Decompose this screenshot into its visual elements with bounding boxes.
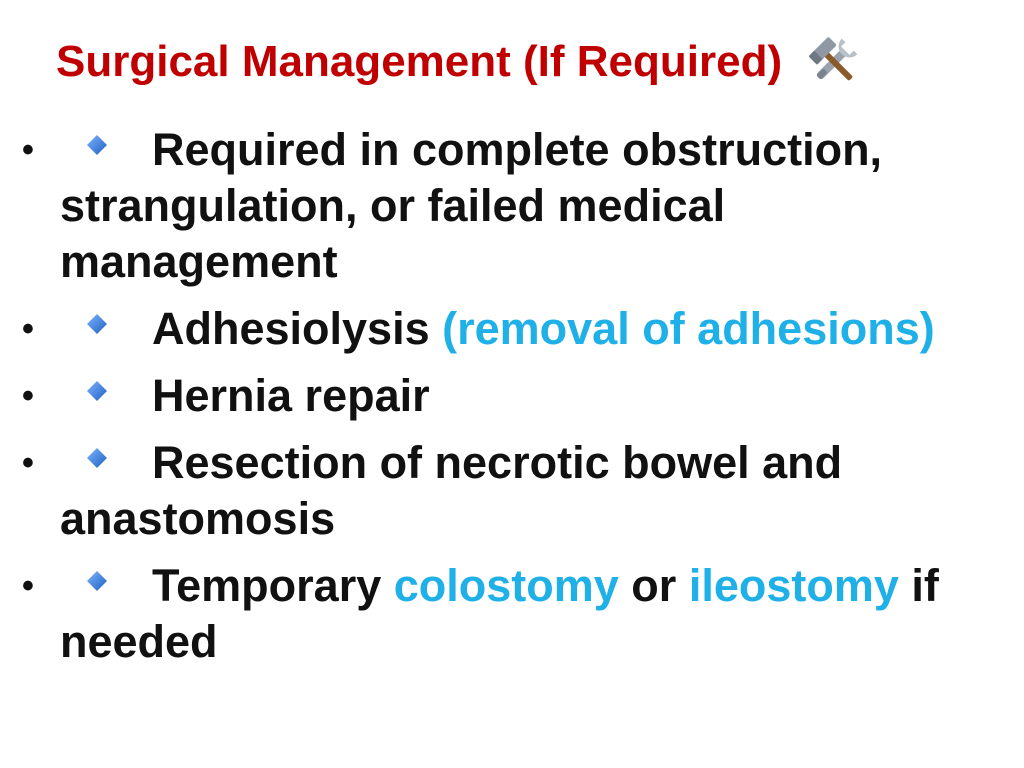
item-highlight-colostomy: colostomy xyxy=(393,560,619,611)
small-blue-diamond-icon xyxy=(86,447,108,469)
item-text-after: if needed xyxy=(60,560,939,667)
list-item xyxy=(0,558,1024,670)
item-text-middle: or xyxy=(618,560,689,611)
small-blue-diamond-icon xyxy=(86,380,108,402)
slide-title: Surgical Management (If Required) xyxy=(56,37,783,86)
bullet-dot: • xyxy=(22,310,34,348)
item-text: Required in complete obstruction, strangulation, or failed medical management xyxy=(60,124,883,287)
list-item xyxy=(0,301,1024,357)
bullet-dot: • xyxy=(22,567,34,605)
item-text: Adhesiolysis xyxy=(152,303,443,354)
bullet-list xyxy=(0,122,1024,681)
list-item xyxy=(0,368,1024,424)
list-item xyxy=(0,122,1024,290)
bullet-dot: • xyxy=(22,131,34,169)
item-highlight: (removal of adhesions) xyxy=(442,303,935,354)
bullet-dot: • xyxy=(22,377,34,415)
bullet-dot: • xyxy=(22,444,34,482)
item-text: Resection of necrotic bowel and anastomosis xyxy=(60,437,843,544)
small-blue-diamond-icon xyxy=(86,313,108,335)
list-item xyxy=(0,435,1024,547)
title-row xyxy=(56,30,862,94)
hammer-and-wrench-icon xyxy=(806,34,862,90)
small-blue-diamond-icon xyxy=(86,134,108,156)
item-text: Hernia repair xyxy=(152,370,430,421)
small-blue-diamond-icon xyxy=(86,570,108,592)
item-highlight-ileostomy: ileostomy xyxy=(688,560,899,611)
item-text: Temporary xyxy=(152,560,394,611)
